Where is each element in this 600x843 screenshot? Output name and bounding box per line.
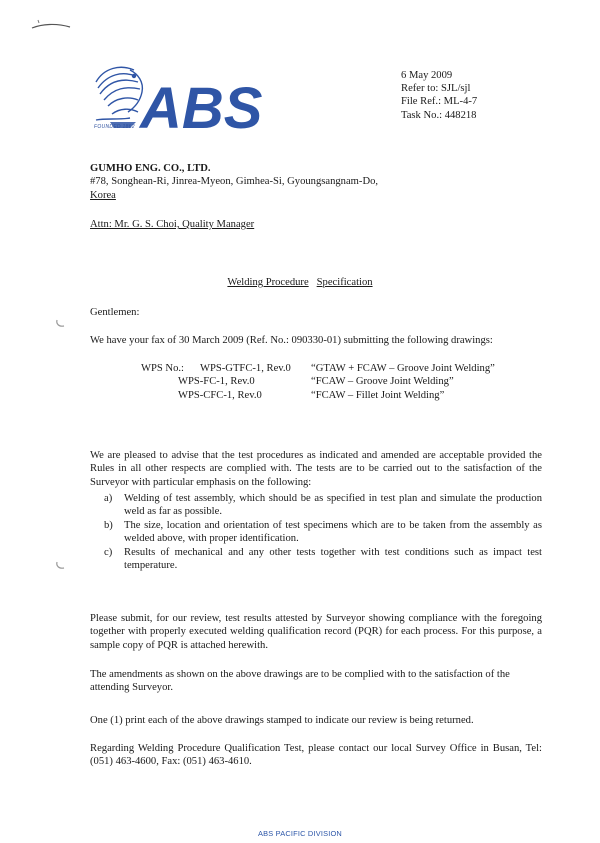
wps-label: WPS No.: (141, 363, 184, 374)
list-marker: a) (104, 493, 113, 504)
file-ref: File Ref.: ML-4-7 (401, 96, 478, 108)
abs-logo (90, 62, 265, 140)
emphasis-list (104, 492, 542, 572)
letter-date: 6 May 2009 (401, 70, 453, 81)
submit-paragraph: Please submit, for our review, test results attested by Surveyor showing compliance with the foregoing together with properly executed welding qualification record (PQR) for each process. For this purpose, a sample copy of PQR is attached herewith. (90, 613, 542, 651)
recipient-street: #78, Songhean-Ri, Jinrea-Myeon, Gimhea-Si, Gyoungsangnam-Do, (90, 176, 379, 188)
amendments-paragraph: The amendments as shown on the above drawings are to be complied with to the satisfaction of the attending Surveyor. (90, 669, 510, 694)
list-item (104, 519, 542, 546)
greeting: Gentlemen: (90, 307, 140, 318)
attention-line: Attn: Mr. G. S. Choi, Quality Manager (90, 219, 255, 230)
list-text: Welding of test assembly, which should be as specified in test plan and simulate the production weld as far as possible. (124, 493, 542, 518)
wps-description: “FCAW – Fillet Joint Welding” (311, 389, 445, 401)
task-no: Task No.: 448218 (401, 109, 477, 121)
acceptance-paragraph: We are pleased to advise that the test procedures as indicated and amended are acceptable provided the Rules in all other respects are complied with. The tests are to be carried out to the satisfaction of the Surveyor with particular emphasis on the following: (90, 450, 542, 488)
svg-text:ABS: ABS (140, 76, 263, 140)
list-text: Results of mechanical and any other tests together with test conditions such as impact test temperature. (124, 546, 542, 572)
wps-code: WPS-CFC-1, Rev.0 (178, 389, 262, 401)
wps-description: “GTAW + FCAW – Groove Joint Welding” (311, 363, 495, 374)
list-marker: b) (104, 519, 113, 531)
subject-part-2: Specification (316, 277, 373, 288)
recipient-address (90, 162, 378, 202)
reference-block (401, 69, 477, 122)
print-paragraph: One (1) print each of the above drawings stamped to indicate our review is being returned. (90, 715, 474, 726)
fax-paragraph: We have your fax of 30 March 2009 (Ref. No.: 090330-01) submitting the following drawings: (90, 335, 493, 346)
subject-part-1: Welding Procedure (227, 277, 309, 288)
pen-mark (30, 18, 72, 32)
contact-paragraph: Regarding Welding Procedure Qualification Test, please contact our local Survey Office in Busan, Tel: (051) 463-4600, Fax: (051) 463-4610. (90, 743, 542, 768)
list-item (104, 492, 542, 519)
logo-founded-text: FOUNDED 1862 (94, 124, 135, 130)
recipient-country: Korea (90, 189, 116, 201)
punch-hole-mark (55, 318, 65, 328)
wps-description: “FCAW – Groove Joint Welding” (311, 376, 454, 388)
list-text: The size, location and orientation of test specimens which are to be taken from the assembly as welded above, with proper identification. (124, 519, 542, 545)
list-item (104, 546, 542, 573)
punch-hole-mark (55, 560, 65, 570)
refer-to: Refer to: SJL/sjl (401, 83, 471, 95)
recipient-company: GUMHO ENG. CO., LTD. (90, 163, 211, 174)
footer-division: ABS PACIFIC DIVISION (258, 829, 342, 838)
subject-line (0, 277, 600, 288)
list-marker: c) (104, 546, 113, 558)
wps-code: WPS-FC-1, Rev.0 (178, 376, 255, 388)
wps-code: WPS-GTFC-1, Rev.0 (200, 363, 291, 374)
